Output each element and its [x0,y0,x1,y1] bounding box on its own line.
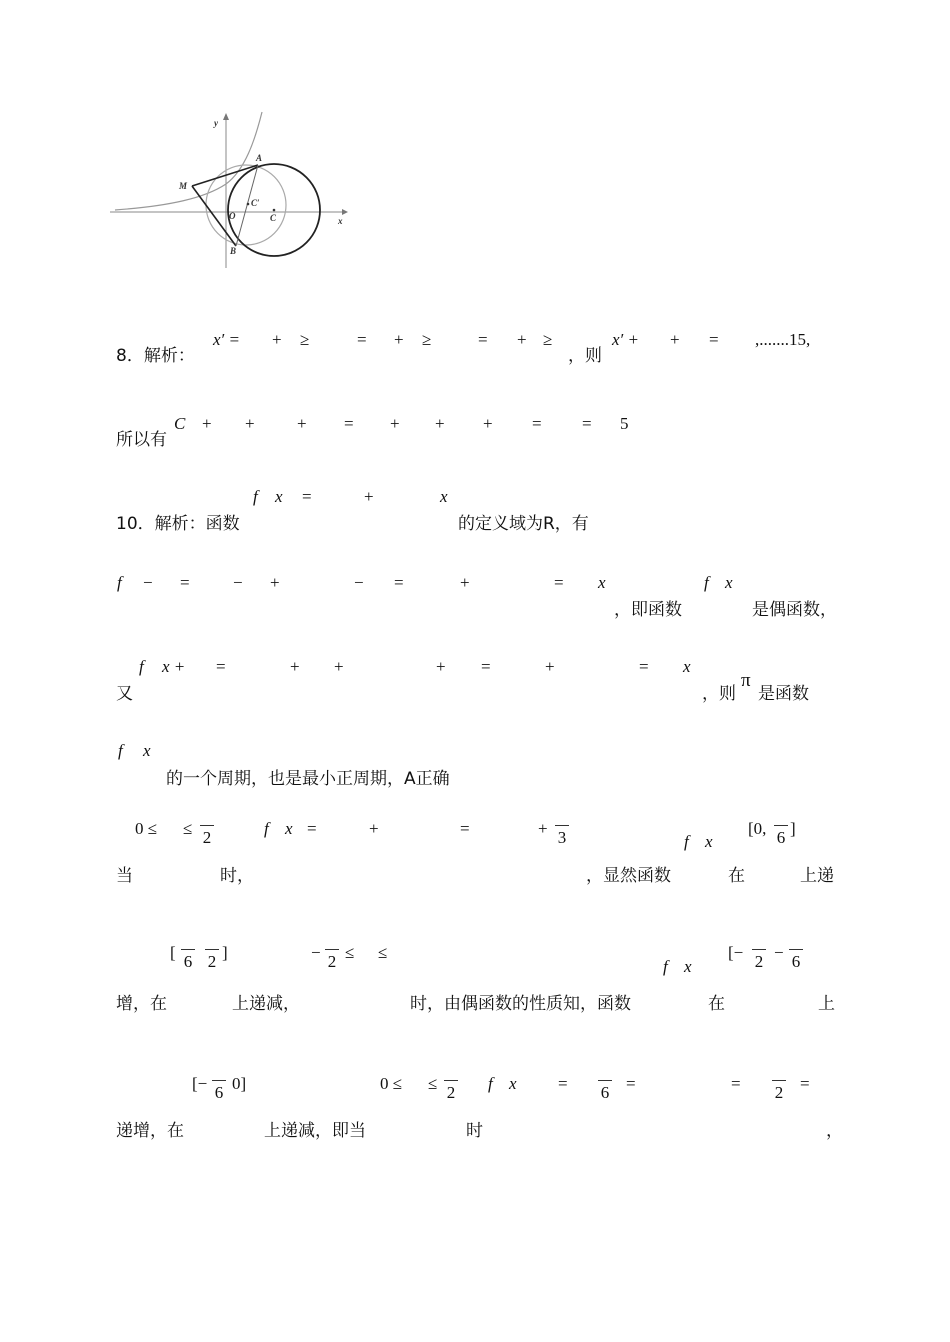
p10-frac-6e-top [789,932,803,946]
p10-frac-7b [444,1063,458,1101]
p10-b7: + [460,573,470,592]
p10-e5: 2 [327,952,337,971]
p10-g10: = [626,1074,636,1093]
p8-h5: + [390,414,400,433]
label-cp: C′ [251,198,260,208]
y-axis-arrow-icon [223,113,229,120]
p8-line2-label: 所以有 [116,430,167,450]
p10-c6: = [481,657,491,676]
tangent-ma [192,165,258,186]
label-m: M [179,181,188,191]
p10-d13: 6 [776,828,786,847]
x-axis-arrow-icon [342,209,348,215]
label-c: C [270,213,277,223]
p10-e1: 6 [183,952,193,971]
p8-f2: ≥ [300,330,310,349]
p8-h4: = [344,414,354,433]
p10-line7-a: 递增，在 [116,1121,184,1141]
p8-f1: + [272,330,282,349]
p8-f5: ≥ [422,330,432,349]
p10-frac-7d-bar [772,1080,786,1081]
p10-b5: − [354,573,364,592]
p10-line1-tail: 的定义域为R，有 [458,514,589,534]
p8-h6: + [435,414,445,433]
p10-d6: + [369,819,379,838]
p10-c0: f [139,657,144,676]
p10-g3: 0 ≤ [380,1074,403,1093]
p10-b8: = [554,573,564,592]
p10-e2: 2 [207,952,217,971]
p10-g2: 0] [232,1074,247,1093]
p8-g1: + [670,330,680,349]
p10-frac-7b-top [444,1063,458,1077]
p8-f6: = [478,330,488,349]
p10-b0: f [117,573,122,592]
p10-frac-5c-top [774,808,788,822]
p10-line6-zeng: 增，在 [116,994,167,1014]
p10-frac-5b-top [555,808,569,822]
p8-label: 8．解析： [116,346,195,366]
p8-g3: ,.......15, [755,330,811,349]
p10-frac-7a-top [212,1063,226,1077]
p10-d7: = [460,819,470,838]
label-y: y [214,118,218,128]
p10-line4-x: x [143,741,151,760]
p10-g4: ≤ [428,1074,438,1093]
p10-d11: x [705,832,713,851]
p8-h1: + [202,414,212,433]
p10-b11: x [725,573,733,592]
p10-pi: π [741,670,751,691]
p10-line6-mid: 上递减， [232,994,300,1014]
p10-frac-6a [181,932,195,970]
p10-e9: x [684,957,692,976]
point-c [273,209,276,212]
p10-line1-label: 10．解析：函数 [116,514,240,534]
p10-g9: 6 [600,1083,610,1102]
p8-h2: + [245,414,255,433]
p10-line6-zai: 在 [708,994,725,1014]
p10-frac-5c [774,808,788,846]
p10-g12: 2 [774,1083,784,1102]
p10-c9: x [683,657,691,676]
p10-line2-tail: ，即函数 [614,600,682,620]
p8-ze: ，则 [568,346,602,366]
p10-c8: = [639,657,649,676]
p10-frac-7c-top [598,1063,612,1077]
p10-e13: 6 [791,952,801,971]
p10-line6-up: 上 [818,994,835,1014]
p10-e8: f [663,957,668,976]
p10-c5: + [436,657,446,676]
label-x: x [338,216,343,226]
p10-frac-6e-bar [789,949,803,950]
p10-e11: 2 [754,952,764,971]
p10-frac-6d [752,932,766,970]
p10-frac-6d-bar [752,949,766,950]
p10-d9: 3 [557,828,567,847]
p10-a0: f [253,487,258,506]
p10-a4: x [440,487,448,506]
p10-frac-5b-bar [555,825,569,826]
p10-a1: x [275,487,283,506]
p10-frac-7d-top [772,1063,786,1077]
p10-d0: 0 ≤ [135,819,158,838]
p10-line3-label: 又 [116,684,133,704]
p10-d5: = [307,819,317,838]
p10-d12: [0, [748,819,767,838]
p10-d2: 2 [202,828,212,847]
p10-line2-tail2: 是偶函数， [752,600,837,620]
p10-frac-6b-top [205,932,219,946]
p10-e6: ≤ [345,943,355,962]
p10-e4: − [311,943,321,962]
p10-frac-7c-bar [598,1080,612,1081]
p10-d14: ] [790,819,796,838]
p10-b6: = [394,573,404,592]
p10-b3: − [233,573,243,592]
p10-c4: + [334,657,344,676]
p10-a3: + [364,487,374,506]
p10-d3: f [264,819,269,838]
p10-frac-6e [789,932,803,970]
p8-g0: x′ + [612,330,639,349]
p10-frac-7d [772,1063,786,1101]
p10-b9: x [598,573,606,592]
p8-h0: C [174,414,186,433]
p10-line3-tail: ，则 [702,684,736,704]
p8-f4: + [394,330,404,349]
p10-line7-b: 上递减，即当 [264,1121,366,1141]
p10-line5-shi: 时， [220,866,254,886]
p10-line6-shi: 时，由偶函数的性质知，函数 [410,994,631,1014]
p10-frac-7a-bar [212,1080,226,1081]
p10-frac-6a-top [181,932,195,946]
p10-line5-tail: ，显然函数 [586,866,671,886]
p10-d1: ≤ [183,819,193,838]
p8-h3: + [297,414,307,433]
p10-frac-5c-bar [774,825,788,826]
p10-line3-tail2: 是函数 [758,684,809,704]
p8-g2: = [709,330,719,349]
label-b: B [230,246,237,256]
p10-frac-7b-bar [444,1080,458,1081]
p8-h8: = [532,414,542,433]
p8-h10: 5 [620,414,629,433]
p10-g5: 2 [446,1083,456,1102]
label-a: A [256,153,263,163]
p10-frac-7c [598,1063,612,1101]
p10-frac-6c-bar [325,949,339,950]
p10-line5-up: 上递 [800,866,834,886]
p10-b2: = [180,573,190,592]
p10-frac-5b [555,808,569,846]
p10-frac-5a-top [200,808,214,822]
p10-c7: + [545,657,555,676]
p10-b10: f [704,573,709,592]
p10-frac-5a-bar [200,825,214,826]
p8-h7: + [483,414,493,433]
p10-line4-tail: 的一个周期，也是最小正周期，A正确 [166,769,450,789]
p10-d4: x [285,819,293,838]
p10-a2: = [302,487,312,506]
p10-e3: ] [222,943,228,962]
p10-g1: 6 [214,1083,224,1102]
p10-frac-6c [325,932,339,970]
p8-f0: x′ = [213,330,240,349]
geometry-figure [110,110,350,270]
p8-f7: + [517,330,527,349]
p10-d10: f [684,832,689,851]
p8-h9: = [582,414,592,433]
curve [115,112,262,210]
p10-e7: ≤ [378,943,388,962]
p10-line4-f: f [118,741,123,760]
p10-g11: = [731,1074,741,1093]
p10-line7-shi: 时 [466,1121,483,1141]
p10-line7-comma: ， [826,1121,843,1141]
p10-frac-6b [205,932,219,970]
p10-line5-zai: 在 [728,866,745,886]
p10-c2: = [216,657,226,676]
p10-g0: [− [192,1074,208,1093]
p10-line5-dang: 当 [116,866,133,886]
p10-frac-5a [200,808,214,846]
p10-frac-6a-bar [181,949,195,950]
p8-f8: ≥ [543,330,553,349]
p10-c1: x + [162,657,186,676]
p10-frac-6d-top [752,932,766,946]
p10-g7: x [509,1074,517,1093]
p10-g8: = [558,1074,568,1093]
p10-frac-7a [212,1063,226,1101]
p10-e10: [− [728,943,744,962]
point-c-prime [247,203,250,206]
p10-d8: + [538,819,548,838]
p10-b4: + [270,573,280,592]
p10-e0: [ [170,943,176,962]
p10-c3: + [290,657,300,676]
p10-frac-6b-bar [205,949,219,950]
p10-g6: f [488,1074,493,1093]
label-o: O [229,211,236,221]
p10-g13: = [800,1074,810,1093]
p10-frac-6c-top [325,932,339,946]
p10-b1: − [143,573,153,592]
p10-e12: − [774,943,784,962]
p8-f3: = [357,330,367,349]
